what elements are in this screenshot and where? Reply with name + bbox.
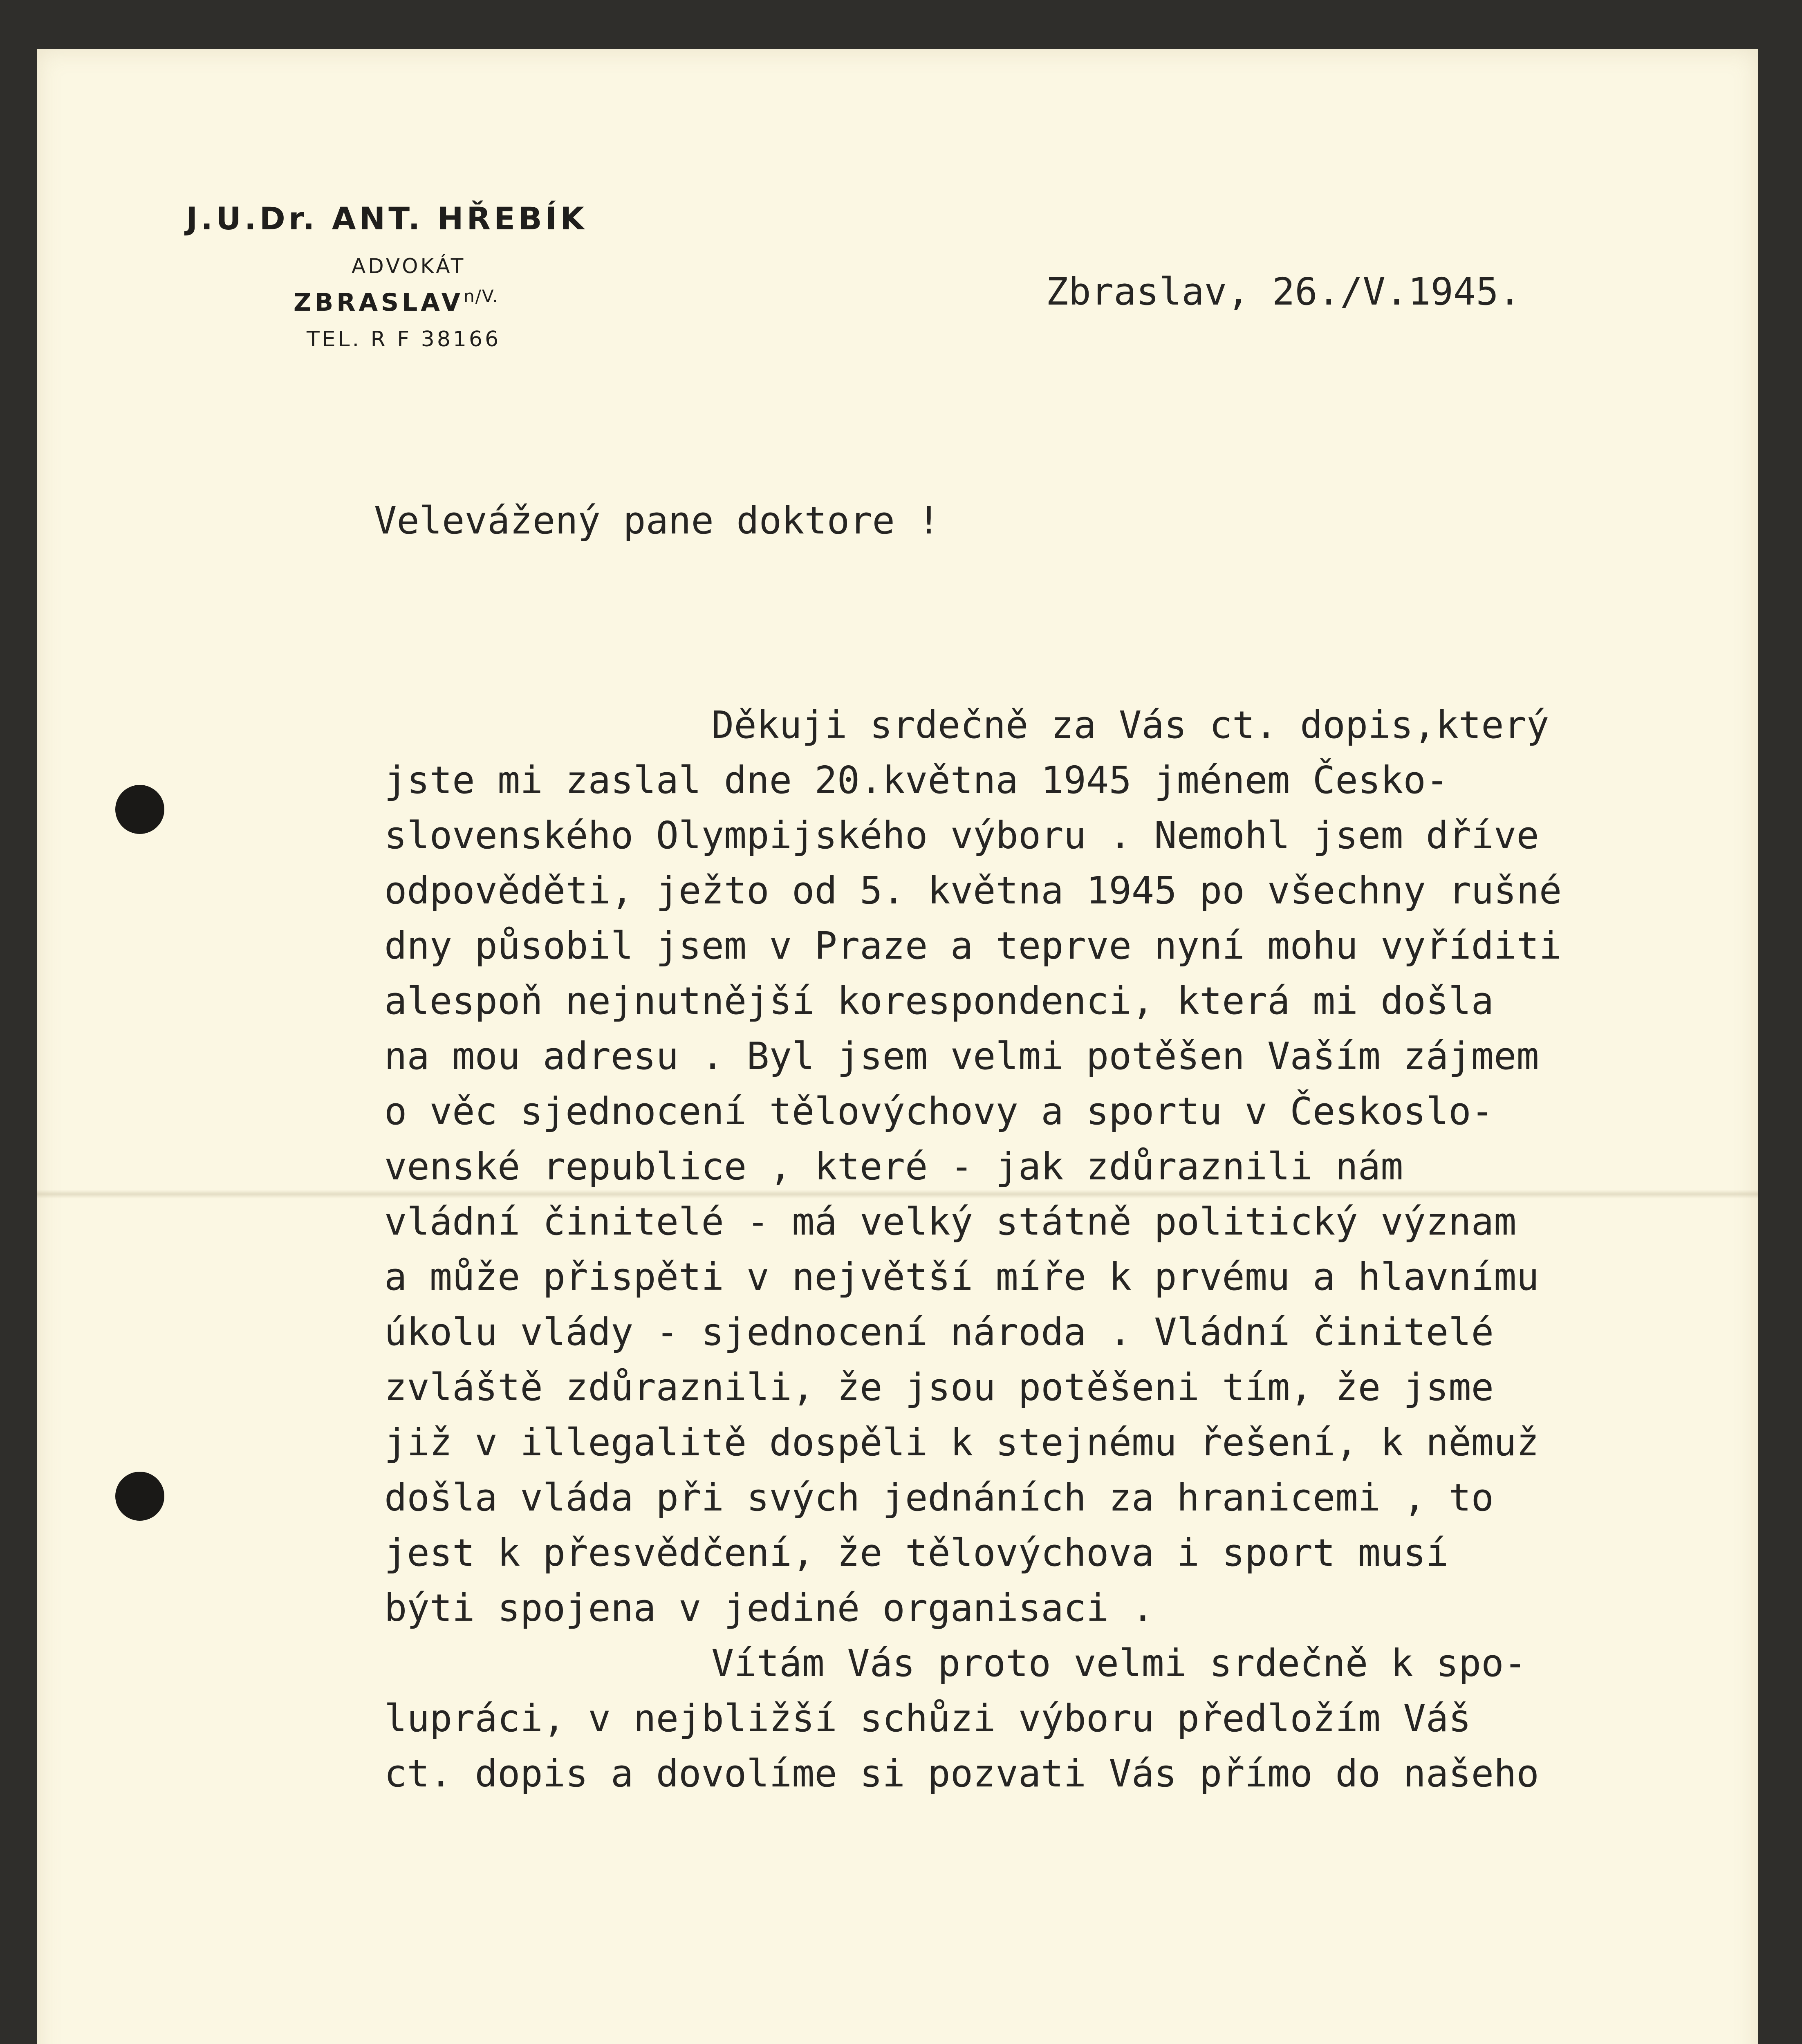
body-line: jste mi zaslal dne 20.května 1945 jménem Česko-: [384, 758, 1449, 802]
letterhead-city-suffix: n/V.: [464, 286, 499, 306]
body-line: Vítám Vás proto velmi srdečně k spo-: [711, 1641, 1526, 1685]
body-line: úkolu vlády - sjednocení národa . Vládní činitelé: [384, 1310, 1494, 1354]
body-line: došla vláda při svých jednáních za hranicemi , to: [384, 1476, 1494, 1520]
body-line: ct. dopis a dovolíme si pozvati Vás přímo do našeho: [384, 1752, 1539, 1795]
body-line: odpověděti, ježto od 5. května 1945 po všechny rušné: [384, 869, 1562, 912]
body-line: lupráci, v nejbližší schůzi výboru předložím Váš: [384, 1697, 1471, 1740]
letterhead-phone: TEL. R F 38166: [307, 327, 501, 352]
letterhead-city-name: ZBRASLAV: [294, 288, 464, 317]
body-line: býti spojena v jediné organisaci .: [384, 1586, 1154, 1630]
place-date: Zbraslav, 26./V.1945.: [1046, 270, 1522, 314]
body-line: již v illegalitě dospěli k stejnému řešení, k němuž: [384, 1421, 1539, 1464]
body-line: Děkuji srdečně za Vás ct. dopis,který: [711, 703, 1549, 747]
letterhead-city: [294, 286, 499, 317]
body-line: venské republice , které - jak zdůraznili nám: [384, 1145, 1403, 1188]
body-line: zvláště zdůraznili, že jsou potěšeni tím, že jsme: [384, 1365, 1494, 1409]
body-line: alespoň nejnutnější korespondenci, která mi došla: [384, 979, 1494, 1023]
paper-fold: [37, 1190, 1758, 1199]
body-line: dny působil jsem v Praze a teprve nyní mohu vyříditi: [384, 924, 1562, 968]
body-line: na mou adresu . Byl jsem velmi potěšen Vaším zájmem: [384, 1034, 1539, 1078]
body-line: slovenského Olympijského výboru . Nemohl jsem dříve: [384, 814, 1539, 857]
body-line: jest k přesvědčení, že tělovýchova i sport musí: [384, 1531, 1449, 1575]
body-line: o věc sjednocení tělovýchovy a sportu v Českoslo-: [384, 1089, 1494, 1133]
letterhead-name: J.U.Dr. ANT. HŘEBÍK: [186, 200, 587, 237]
body-line: vládní činitelé - má velký státně politický význam: [384, 1200, 1517, 1244]
letterhead-title: ADVOKÁT: [352, 254, 466, 278]
punch-hole-top: [115, 785, 164, 834]
salutation: Velevážený pane doktore !: [374, 499, 940, 542]
body-line: a může přispěti v největší míře k prvému a hlavnímu: [384, 1255, 1539, 1299]
punch-hole-bottom: [115, 1472, 164, 1521]
